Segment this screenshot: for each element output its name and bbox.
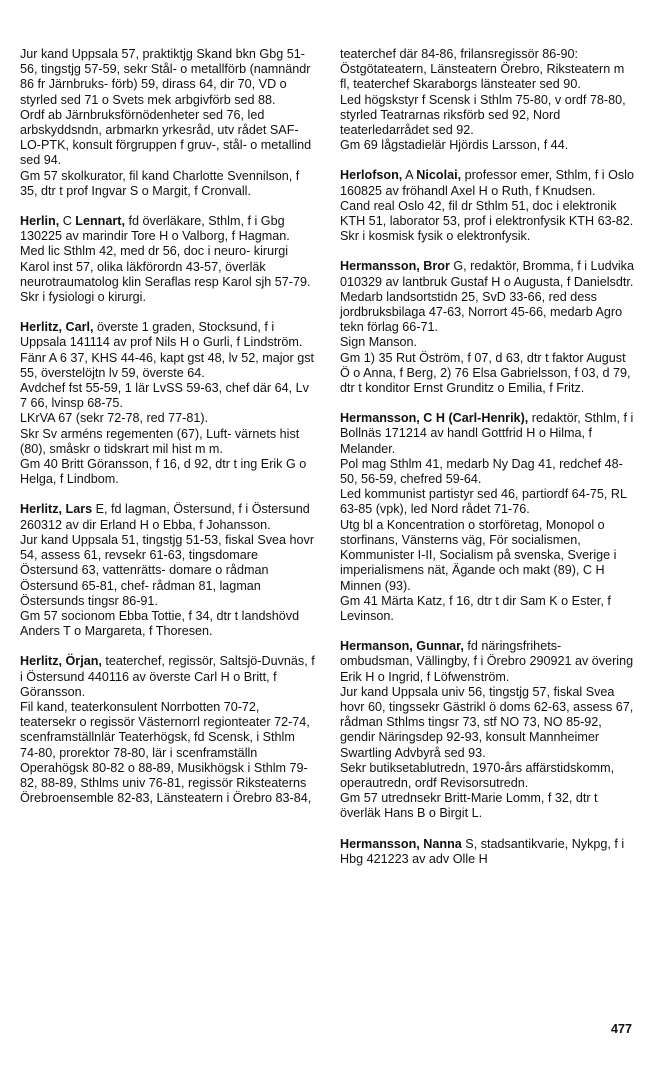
entry-given-name: Carl, [65, 320, 94, 335]
entry-head [340, 411, 636, 457]
entry-continuation-right [340, 47, 636, 153]
entry-herlitz-lars [20, 502, 316, 639]
entry-herlitz-orjan [20, 654, 316, 806]
entry-body: Cand real Oslo 42, fil dr Sthlm 51, doc i elektronik KTH 51, laborator 53, prof i elektronfysik KTH 63-82. Skr i kosmisk fysik o elektronfysik. [340, 198, 634, 244]
entry-surname: Hermanson, [340, 639, 413, 654]
entry-hermansson-carl-henrik [340, 411, 636, 624]
entry-head: Herlofson, A Nicolai, professor emer, Sthlm, f i Oslo 160825 av fröhandl Axel H o Ruth, f Knudsen. [340, 168, 634, 198]
entry-summary: professor emer, Sthlm, f i Oslo 160825 av fröhandl Axel H o Ruth, f Knudsen. [340, 168, 634, 198]
right-column [340, 47, 636, 882]
entry-given-name: Lars [65, 502, 93, 517]
entry-head [20, 654, 316, 700]
entry-summary: teaterchef, regissör, Saltsjö-Duvnäs, f i Östersund 440116 av överste Carl H o Britt, f Göransson. [20, 654, 315, 699]
entry-surname: Herlin, [20, 214, 60, 229]
entry-given-name: Gunnar, [416, 639, 464, 654]
entry-given-name: Lennart, [75, 214, 125, 229]
entry-summary: fd näringsfrihets- ombudsman, Vällingby, f i Örebro 290921 av övering Erik H o Ingrid, f Löfwenström. [340, 639, 634, 684]
entry-body: Jur kand Uppsala 57, praktiktjg Skand bkn Gbg 51-56, tingstjg 57-59, sekr Stål- o metallförb (namnändr 86 fr Järnbruks- förb) 59, dirass 64, dir 70, VD o styrled sed 71 o Svets mek arbgivförb sed 88. Ordf ab Järnbruksförnödenheter sed 76, led arbskyddsndn, arbmarkn yrkesråd, utv rådet SAF-LO-PTK, konsult förgruppen f gruv-, stål- o metallind sed 94. Gm 57 skolkurator, fil kand Charlotte Svennilson, f 35, dtr t prof Ingvar S o Margit, f Cronvall. [20, 47, 312, 198]
entry-head [340, 837, 636, 867]
entry-surname: Herlofson, [340, 168, 403, 183]
entry-body: Pol mag Sthlm 41, medarb Ny Dag 41, redchef 48-50, 56-59, chefred 59-64. Led kommunist partistyr sed 46, partiordf 64-75, RL 63-85 (vpk), led Nord rådet 71-76. Utg bl a Koncentration o storföretag, Monopol o storfinans, Vänsterns väg, För socialismen, Kommunister I-II, Socialism på svenska, Sverige i imperialismens nät, Ägande och makt (89), C H Minnen (93). Gm 41 Märta Katz, f 16, dtr t dir Sam K o Ester, f Levinson. [340, 456, 627, 623]
entry-given-name: Bror [423, 259, 450, 274]
entry-surname: Herlitz, [20, 502, 62, 517]
entry-body: Jur kand Uppsala univ 56, tingstjg 57, fiskal Svea hovr 60, tingssekr Gästrikl ö doms 62-63, assess 67, rådman Sthlms tingsr 73, stf NO 73, NO 85-92, gendir Näringsdep 92-93, konsult Mannheimer Swartling Advbyrå sed 93. Sekr butiksetablutredn, 1970-års affärstidskomm, operautredn, ordf Revisorsutredn. Gm 57 utrednsekr Britt-Marie Lomm, f 32, dtr t överläk Hans B o Birgit L. [340, 684, 634, 821]
entry-herlin-lennart [20, 214, 316, 305]
entry-head [340, 639, 636, 685]
entry-head [20, 502, 316, 532]
entry-body: Jur kand Uppsala 51, tingstjg 51-53, fiskal Svea hovr 54, assess 61, revsekr 61-63, tingsdomare Östersund 63, vattenrätts- domare o rådman Östersund 65-81, chef- rådman 81, lagman Östersunds tingsr 86-91. Gm 57 socionom Ebba Tottie, f 34, dtr t landshövd Anders T o Margareta, f Thoresen. [20, 532, 315, 639]
entry-surname: Hermansson, [340, 411, 420, 426]
entry-surname: Hermansson, [340, 259, 420, 274]
entry-given-name: Nicolai, [416, 168, 462, 183]
entry-given-name: C H (Carl-Henrik), [423, 411, 529, 426]
entry-summary: fd överläkare, Sthlm, f i Gbg 130225 av marindir Tore H o Valborg, f Hagman. [20, 214, 290, 244]
entry-herlitz-carl [20, 320, 316, 487]
entry-body: Fänr A 6 37, KHS 44-46, kapt gst 48, lv 52, major gst 55, överstelöjtn lv 59, överste 64. Avdchef fst 55-59, 1 lär LvSS 59-63, chef där 64, Lv 7 66, lvinsp 68-75. LKrVA 67 (sekr 72-78, red 77-81). Skr Sv arméns regementen (67), Luft- värnets hist (80), småskr o tidskrart mil hist m m. Gm 40 Britt Göransson, f 16, d 92, dtr t ing Erik G o Helga, f Lindbom. [20, 350, 315, 487]
entry-summary: överste 1 graden, Stocksund, f i Uppsala 141114 av prof Nils H o Gurli, f Lindström. [20, 320, 303, 350]
entry-hermanson-gunnar [340, 639, 636, 821]
entry-given-name: Nanna [423, 836, 462, 851]
entry-summary: redaktör, Sthlm, f i Bollnäs 171214 av handl Gottfrid H o Hilma, f Melander. [340, 411, 634, 456]
entry-head [20, 320, 316, 350]
entry-surname: Hermansson, [340, 836, 420, 851]
entry-head: Herlin, C Lennart, fd överläkare, Sthlm, f i Gbg 130225 av marindir Tore H o Valborg, f Hagman. [20, 214, 290, 244]
entry-surname: Herlitz, [20, 654, 62, 669]
left-column [20, 47, 316, 821]
entry-hermansson-bror [340, 259, 636, 396]
page-number: 477 [610, 1022, 632, 1036]
entry-body: Med lic Sthlm 42, med dr 56, doc i neuro- kirurgi Karol inst 57, olika läkförordn 43-57, överläk neurotraumatolog klin Seraflas resp Karol sjh 57-79. Skr i fysiologi o kirurgi. [20, 244, 311, 305]
entry-continuation-left [20, 47, 316, 199]
entry-body: teaterchef där 84-86, frilansregissör 86-90: Östgötateatern, Länsteatern Örebro, Riksteatern m fl, teaterchef Skaraborgs länsteater sed 90. Led högskstyr f Scensk i Sthlm 75-80, v ordf 78-80, styrled Teatrarnas riksförb sed 92, Nord teaterledarrådet sed 92. Gm 69 lågstadielär Hjördis Larsson, f 44. [340, 47, 626, 153]
entry-hermansson-nanna [340, 837, 636, 867]
entry-herlofson-nicolai [340, 168, 636, 244]
entry-given-name: Örjan, [65, 654, 102, 669]
entry-summary: E, fd lagman, Östersund, f i Östersund 260312 av dir Erland H o Ebba, f Johansson. [20, 502, 310, 532]
entry-head [340, 259, 636, 289]
entry-body: Fil kand, teaterkonsulent Norrbotten 70-72, teatersekr o regissör Västernorrl regionteater 72-74, scenframställnlär Teaterhögsk, fd Scensk, i Sthlm 74-80, prorektor 78-80, lär i scenframställn Operahögsk 80-82 o 88-89, Musikhögsk i Sthlm 79-82, 88-89, Sthlms univ 76-81, regissör Riksteaterns Örebroensemble 82-83, Länsteatern i Örebro 83-84, [20, 699, 312, 806]
entry-summary: G, redaktör, Bromma, f i Ludvika 010329 av lantbruk Gustaf H o Augusta, f Danielsdtr. [340, 259, 634, 289]
entry-body: Medarb landsortstidn 25, SvD 33-66, red dess jordbruksbilaga 47-63, Norrort 45-66, medarb Agro tekn förlag 66-71. Sign Manson. Gm 1) 35 Rut Öström, f 07, d 63, dtr t faktor August Ö o Anna, f Berg, 2) 76 Elsa Gabrielsson, f 03, d 79, dtr t konditor Ernst Grunditz o Emilia, f Fritz. [340, 289, 631, 396]
entry-summary: S, stadsantikvarie, Nykpg, f i Hbg 421223 av adv Olle H [340, 836, 625, 866]
entry-surname: Herlitz, [20, 320, 62, 335]
